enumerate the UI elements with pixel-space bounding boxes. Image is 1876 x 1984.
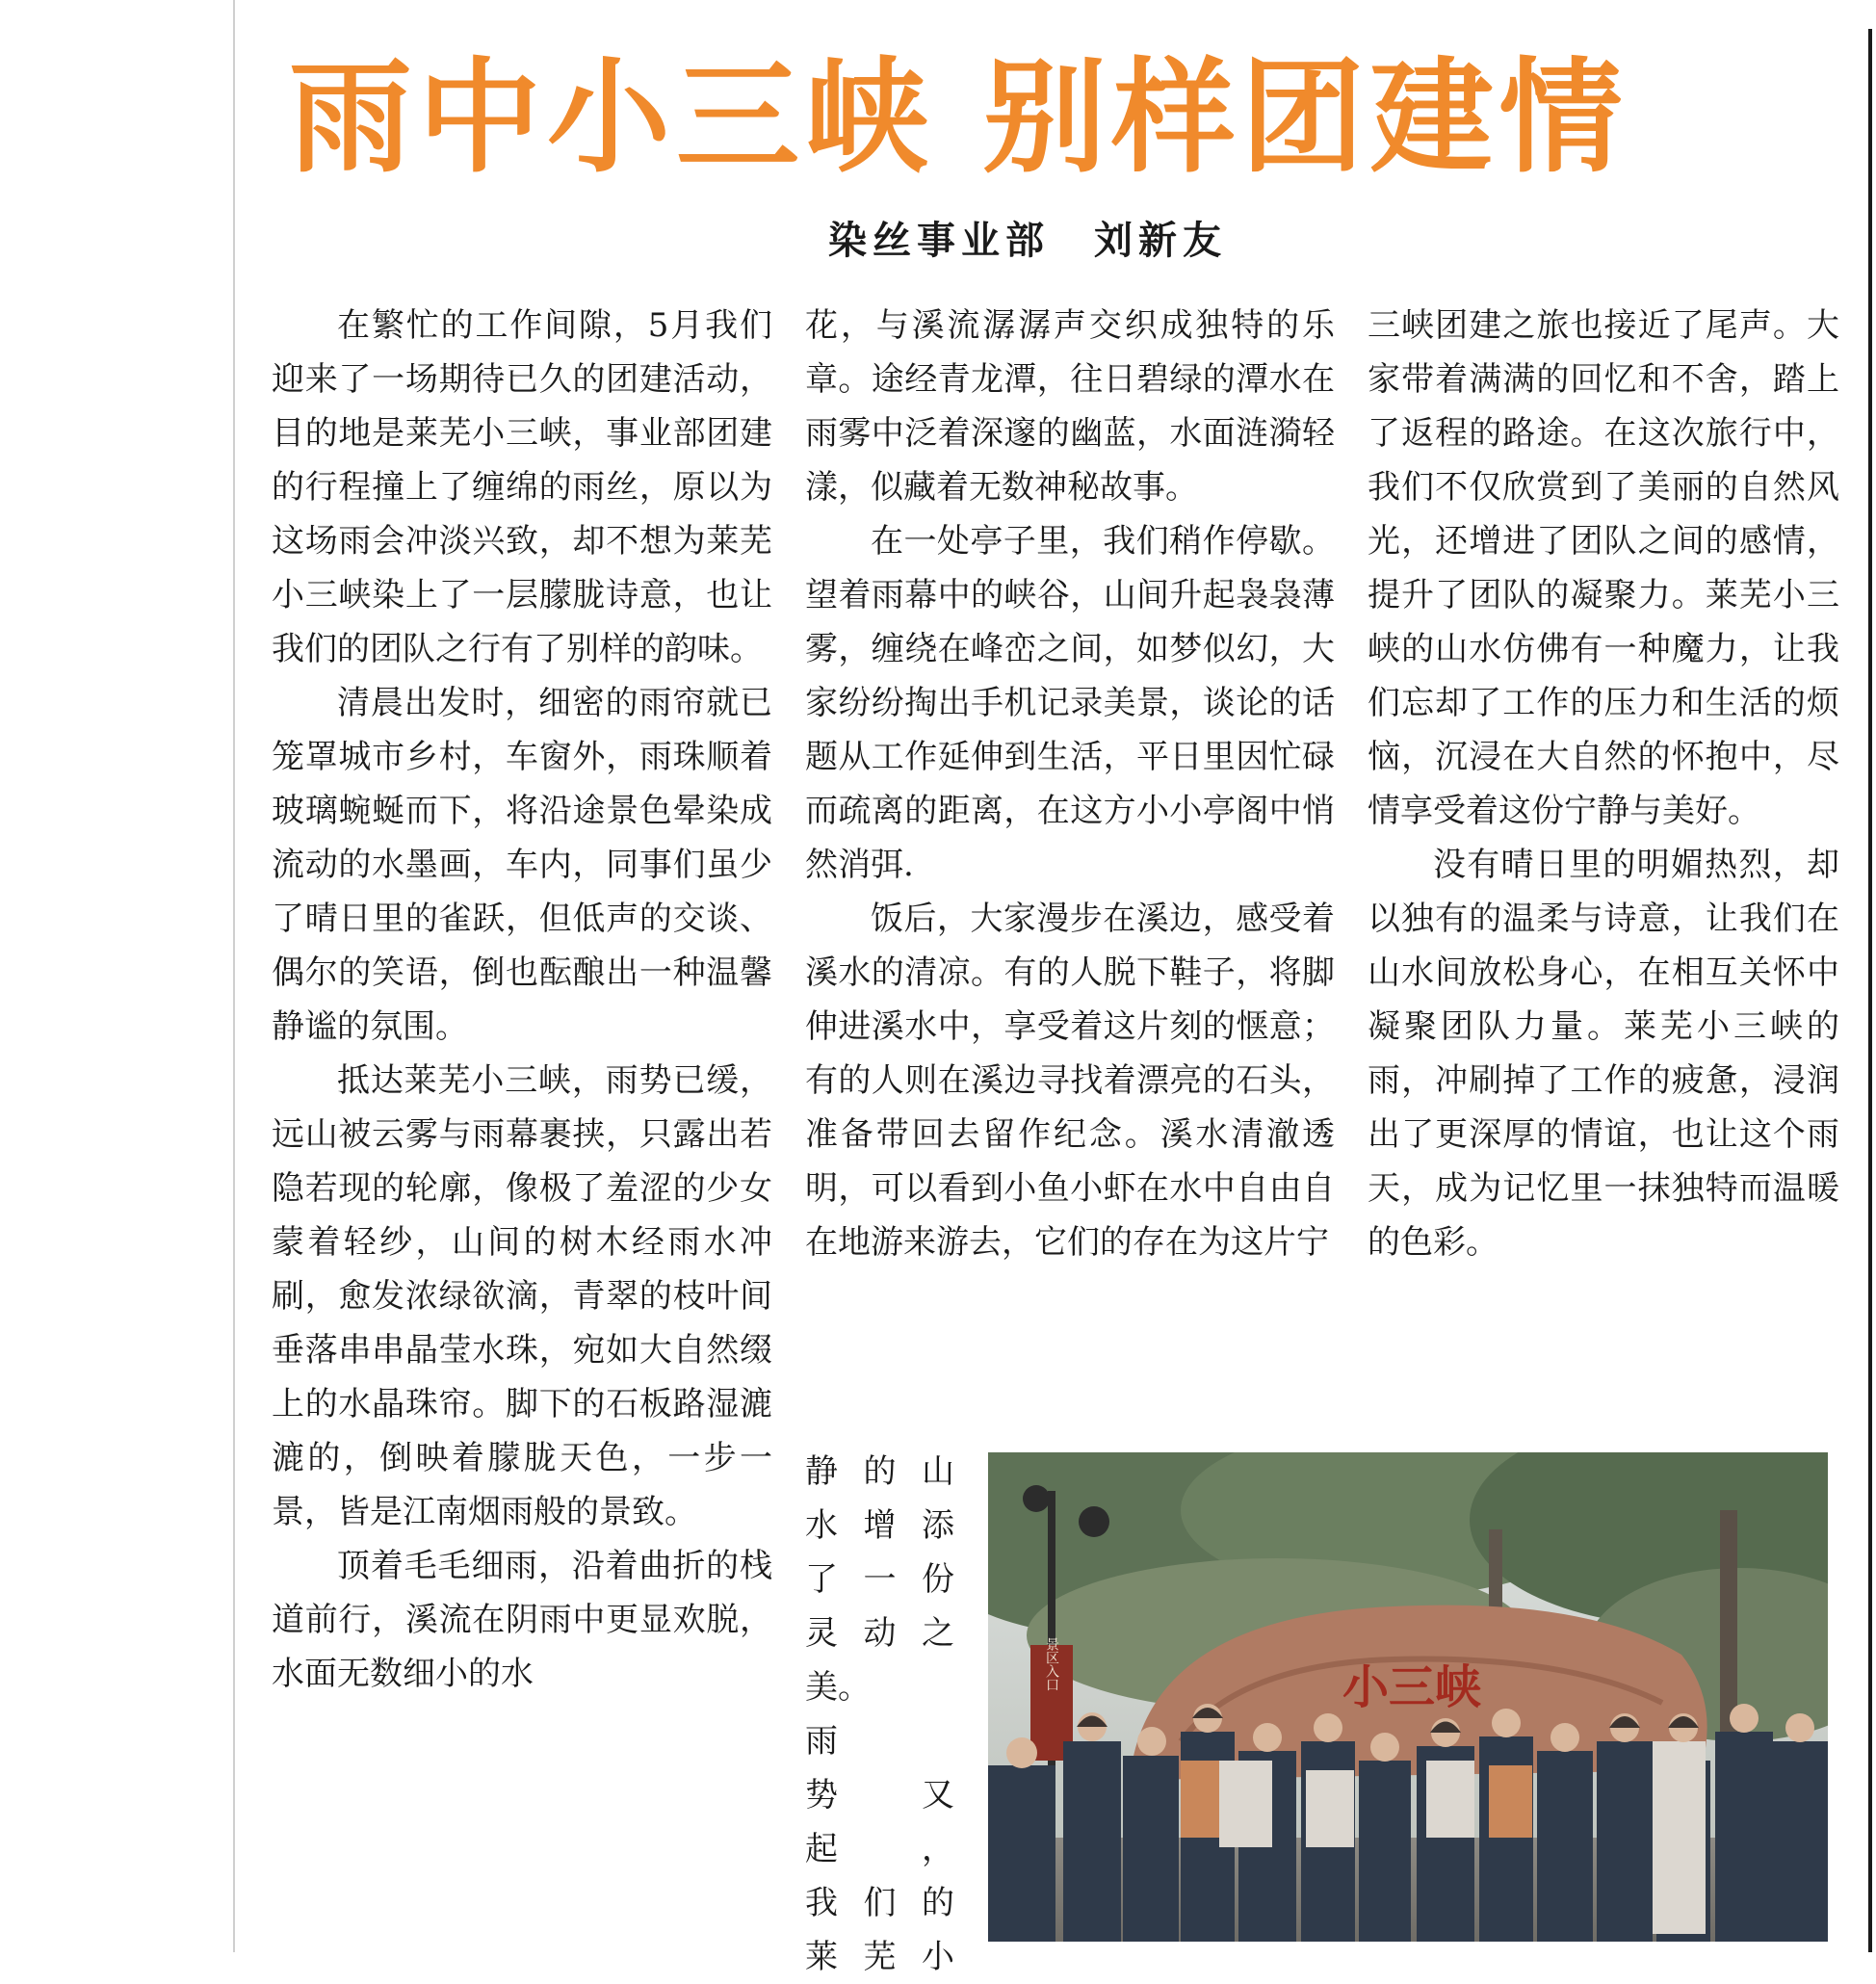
wrap-line: 雨	[805, 1722, 838, 1761]
wrap-line: 水 增 添	[805, 1506, 954, 1545]
left-margin-rule	[233, 0, 235, 1952]
column-1	[272, 299, 772, 1701]
wrap-line: 静 的 山	[805, 1452, 954, 1491]
paragraph: 在一处亭子里，我们稍作停歇。望着雨幕中的峡谷，山间升起袅袅薄雾，缠绕在峰峦之间，如梦似幻，大家纷纷掏出手机记录美景，谈论的话题从工作延伸到生活，平日里因忙碌而疏离的距离，在这方小小亭阁中悄然消弭.	[805, 522, 1335, 884]
wrap-line: 我 们 的	[805, 1884, 954, 1922]
article-title: 雨中小三峡 别样团建情	[289, 46, 1628, 190]
paragraph-continued: 三峡团建之旅也接近了尾声。大家带着满满的回忆和不舍，踏上了返程的路途。在这次旅行中，我们不仅欣赏到了美丽的自然风光，还增进了团队之间的感情，提升了团队的凝聚力。莱芜小三峡的山水仿佛有一种魔力，让我们忘却了工作的压力和生活的烦恼，沉浸在大自然的怀抱中，尽情享受着这份宁静与美好。	[1368, 306, 1839, 830]
paragraph: 在繁忙的工作间隙，5月我们迎来了一场期待已久的团建活动，目的地是莱芜小三峡，事业部团建的行程撞上了缠绵的雨丝，原以为这场雨会冲淡兴致，却不想为莱芜小三峡染上了一层朦胧诗意，也让我们的团队之行有了别样的韵味。	[272, 306, 772, 668]
article-byline: 染丝事业部 刘新友	[828, 219, 1227, 263]
paragraph: 没有晴日里的明媚热烈，却以独有的温柔与诗意，让我们在山水间放松身心，在相互关怀中凝聚团队力量。莱芜小三峡的雨，冲刷掉了工作的疲惫，浸润出了更深厚的情谊，也让这个雨天，成为记忆里一抹独特而温暖的色彩。	[1368, 846, 1839, 1262]
group-photo	[988, 1452, 1828, 1942]
paragraph: 饭后，大家漫步在溪边，感受着溪水的清凉。有的人脱下鞋子，将脚伸进溪水中，享受着这片刻的惬意；有的人则在溪边寻找着漂亮的石头，准备带回去留作纪念。溪水清澈透明，可以看到小鱼小虾在水中自由自在地游来游去，它们的存在为这片宁	[805, 900, 1335, 1262]
paragraph-continued: 花，与溪流潺潺声交织成独特的乐章。途经青龙潭，往日碧绿的潭水在雨雾中泛着深邃的幽蓝，水面涟漪轻漾，似藏着无数神秘故事。	[805, 306, 1335, 507]
paragraph: 抵达莱芜小三峡，雨势已缓，远山被云雾与雨幕裹挟，只露出若隐若现的轮廓，像极了羞涩的少女蒙着轻纱，山间的树木经雨水冲刷，愈发浓绿欲滴，青翠的枝叶间垂落串串晶莹水珠，宛如大自然缀上的水晶珠帘。脚下的石板路湿漉漉的，倒映着朦胧天色，一步一景，皆是江南烟雨般的景致。	[272, 1061, 772, 1531]
column-3	[1368, 299, 1839, 1269]
wrap-line: 美。	[805, 1668, 871, 1707]
wrap-line: 了 一 份	[805, 1560, 954, 1599]
photo-sign-text: 景区入口	[1044, 1637, 1059, 1691]
column-2-wrap-text	[805, 1445, 954, 1984]
photo-rock-text: 小三峡	[1342, 1660, 1482, 1714]
paragraph: 顶着毛毛细雨，沿着曲折的栈道前行，溪流在阴雨中更显欢脱，水面无数细小的水	[272, 1547, 772, 1693]
wrap-line: 莱 芜 小	[805, 1938, 954, 1976]
wrap-line: 势 又 起，	[805, 1776, 954, 1868]
wrap-line: 灵 动 之	[805, 1614, 954, 1653]
column-2	[805, 299, 1335, 1269]
right-margin-rule	[1868, 29, 1872, 1952]
paragraph: 清晨出发时，细密的雨帘就已笼罩城市乡村，车窗外，雨珠顺着玻璃蜿蜒而下，将沿途景色晕染成流动的水墨画，车内，同事们虽少了晴日里的雀跃，但低声的交谈、偶尔的笑语，倒也酝酿出一种温馨静谧的氛围。	[272, 684, 772, 1046]
